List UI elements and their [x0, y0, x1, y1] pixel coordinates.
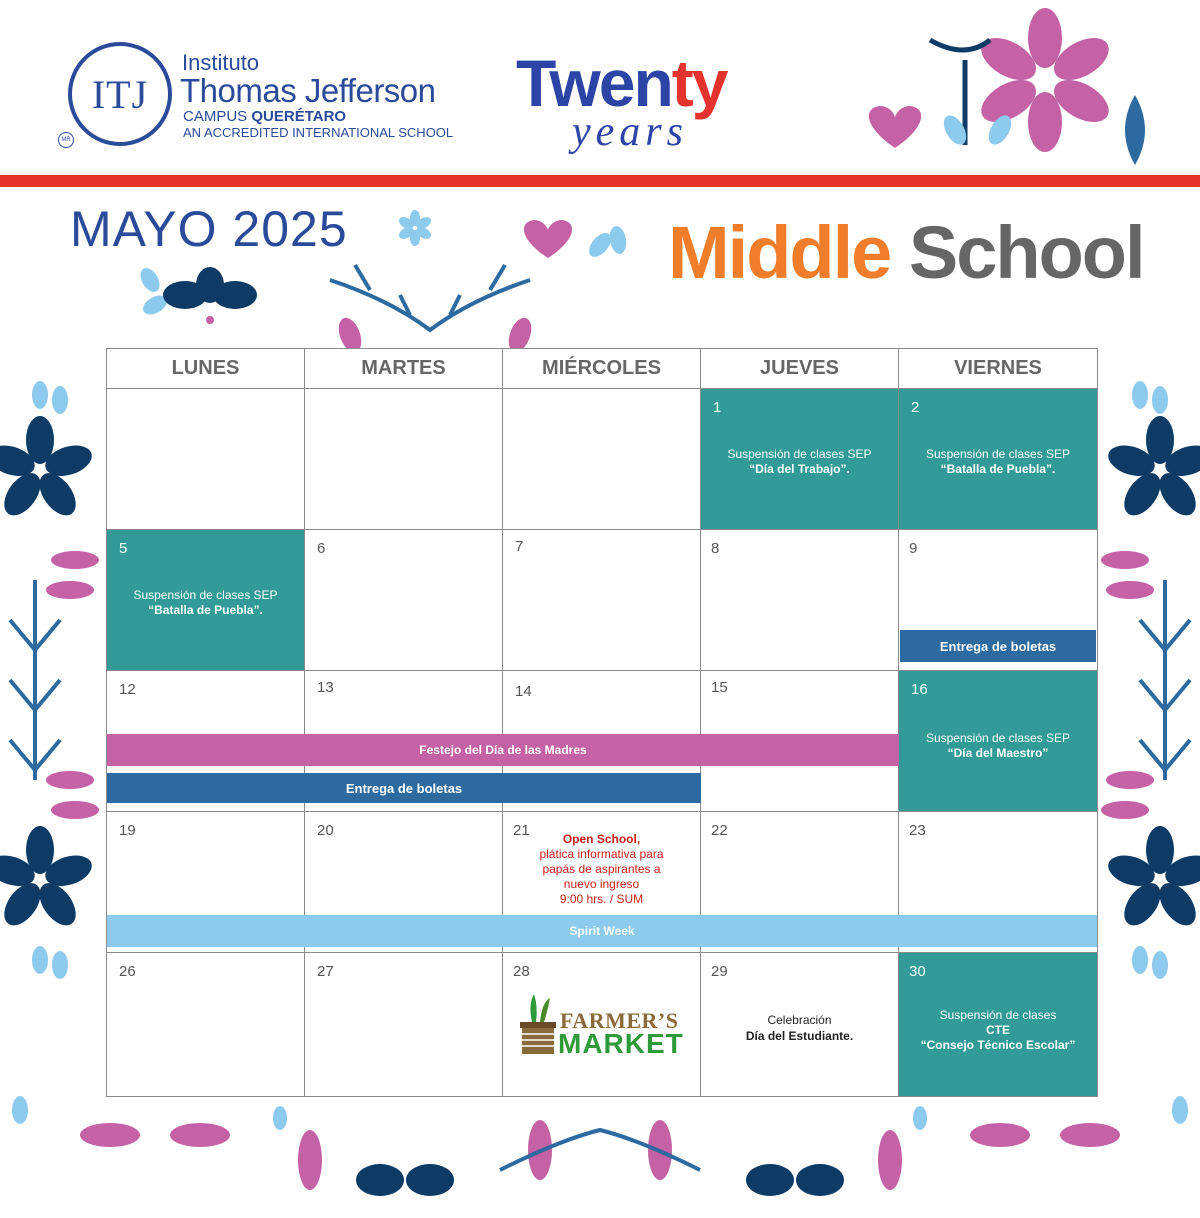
holiday-name: “Batalla de Puebla”.: [148, 603, 263, 617]
open-school-note[interactable]: [502, 832, 701, 907]
institute-line-2: Thomas Jefferson: [180, 72, 436, 109]
day-cell-empty: [106, 388, 305, 530]
day-cell[interactable]: [502, 529, 701, 671]
day-number: 30: [909, 963, 926, 980]
day-number: 26: [119, 963, 136, 980]
holiday-note: [107, 588, 304, 618]
section-title-part-b: le: [832, 211, 909, 294]
day-cell[interactable]: [106, 952, 305, 1097]
holiday-note: [899, 447, 1097, 477]
leaf-icon: [1125, 95, 1145, 165]
day-number: 12: [119, 681, 136, 698]
calendar-grid: [106, 348, 1098, 1097]
heart-icon: [869, 106, 921, 148]
holiday-text: Suspensión de clases SEP: [727, 447, 872, 461]
day-number: 7: [515, 538, 524, 555]
day-number: 19: [119, 822, 136, 839]
day-number: 2: [911, 399, 920, 416]
holiday-text: Suspensión de clases SEP: [925, 731, 1071, 745]
day-cell[interactable]: [898, 952, 1098, 1097]
anniversary-title: [516, 46, 727, 120]
day-cell[interactable]: [700, 388, 899, 530]
campus-line: [183, 108, 346, 125]
section-title-part-c: School: [908, 211, 1144, 294]
weekday-header: MIÉRCOLES: [502, 348, 701, 389]
open-school-line: 9:00 hrs. / SUM: [559, 892, 644, 906]
day-cell[interactable]: [304, 529, 503, 671]
section-title: [668, 211, 1144, 294]
day-number: 29: [711, 963, 728, 980]
day-number: 16: [911, 681, 928, 698]
anniversary-word-part-a: Twen: [516, 46, 672, 120]
farmers-market-logo-bottom: MARKET: [558, 1028, 684, 1059]
day-number: 1: [713, 399, 722, 416]
campus-prefix: CAMPUS: [183, 108, 248, 125]
flower-icon: [397, 210, 433, 246]
anniversary-subtitle: years: [572, 109, 688, 155]
day-number: 22: [711, 822, 728, 839]
institute-line-1: Instituto: [182, 50, 260, 75]
holiday-note: [899, 731, 1097, 761]
event-bar-mothers-day[interactable]: Festejo del Día de las Madres: [107, 734, 899, 766]
day-number: 9: [909, 540, 918, 557]
day-number: 14: [515, 683, 532, 700]
holiday-code: CTE: [986, 1023, 1010, 1037]
flower-icon: [163, 267, 257, 324]
day-number: 28: [513, 963, 530, 980]
anniversary-word-part-b: ty: [671, 46, 727, 120]
day-number: 21: [513, 822, 530, 839]
student-day-name: Día del Estudiante.: [745, 1029, 854, 1043]
holiday-name: “Batalla de Puebla”.: [940, 462, 1056, 476]
bottom-border-decoration: [12, 1096, 1188, 1196]
day-number: 27: [317, 963, 334, 980]
day-number: 15: [711, 679, 728, 696]
holiday-name: “Consejo Técnico Escolar”: [920, 1038, 1076, 1052]
event-bar-spirit-week[interactable]: Spirit Week: [107, 915, 1097, 947]
day-cell[interactable]: [304, 952, 503, 1097]
vine-icon: [330, 265, 530, 330]
day-number: 20: [317, 822, 334, 839]
basket-icon: [518, 992, 558, 1058]
day-cell[interactable]: [898, 388, 1098, 530]
left-border-decoration: [0, 381, 99, 979]
event-bar-report-cards[interactable]: Entrega de boletas: [107, 773, 701, 803]
day-number: 8: [711, 540, 720, 557]
holiday-note: [899, 1008, 1097, 1053]
right-border-decoration: [1101, 381, 1200, 979]
student-day-note[interactable]: [700, 1012, 899, 1044]
header-divider: [0, 175, 1200, 187]
logo-monogram: ITJ: [91, 71, 149, 117]
event-bar-report-cards[interactable]: Entrega de boletas: [900, 630, 1096, 662]
weekday-header: LUNES: [106, 348, 305, 389]
holiday-name: “Día del Maestro”: [947, 746, 1049, 760]
holiday-name: “Día del Trabajo”.: [749, 462, 850, 476]
day-number: 6: [317, 540, 326, 557]
holiday-text: Suspensión de clases SEP: [133, 588, 278, 602]
day-number: 13: [317, 679, 334, 696]
section-title-part-a: Midd: [668, 211, 833, 294]
day-cell[interactable]: [106, 529, 305, 671]
open-school-line: plática informativa para: [539, 847, 664, 861]
holiday-text: Suspensión de clases SEP: [925, 447, 1071, 461]
month-title: MAYO 2025: [70, 201, 348, 257]
weekday-header: MARTES: [304, 348, 503, 389]
open-school-line: papás de aspirantes a: [542, 862, 661, 876]
heart-icon: [524, 220, 572, 258]
day-cell-empty: [304, 388, 503, 530]
holiday-text: Suspensión de clases: [939, 1008, 1057, 1022]
accreditation-line: AN ACCREDITED INTERNATIONAL SCHOOL: [183, 125, 454, 140]
day-cell-empty: [502, 388, 701, 530]
holiday-note: [701, 447, 898, 477]
student-day-label: Celebración: [767, 1013, 832, 1027]
weekday-header: JUEVES: [700, 348, 899, 389]
weekday-header: VIERNES: [898, 348, 1098, 389]
day-cell[interactable]: [700, 529, 899, 671]
farmers-market-logo-top: FARMER’S: [560, 1008, 679, 1033]
day-number: 5: [119, 540, 128, 557]
registered-mark: MR: [58, 132, 74, 148]
day-number: 23: [909, 822, 926, 839]
campus-name: QUERÉTARO: [251, 108, 347, 125]
open-school-line: nuevo ingreso: [563, 877, 640, 891]
open-school-title: Open School,: [562, 832, 641, 846]
day-cell[interactable]: [898, 670, 1098, 812]
